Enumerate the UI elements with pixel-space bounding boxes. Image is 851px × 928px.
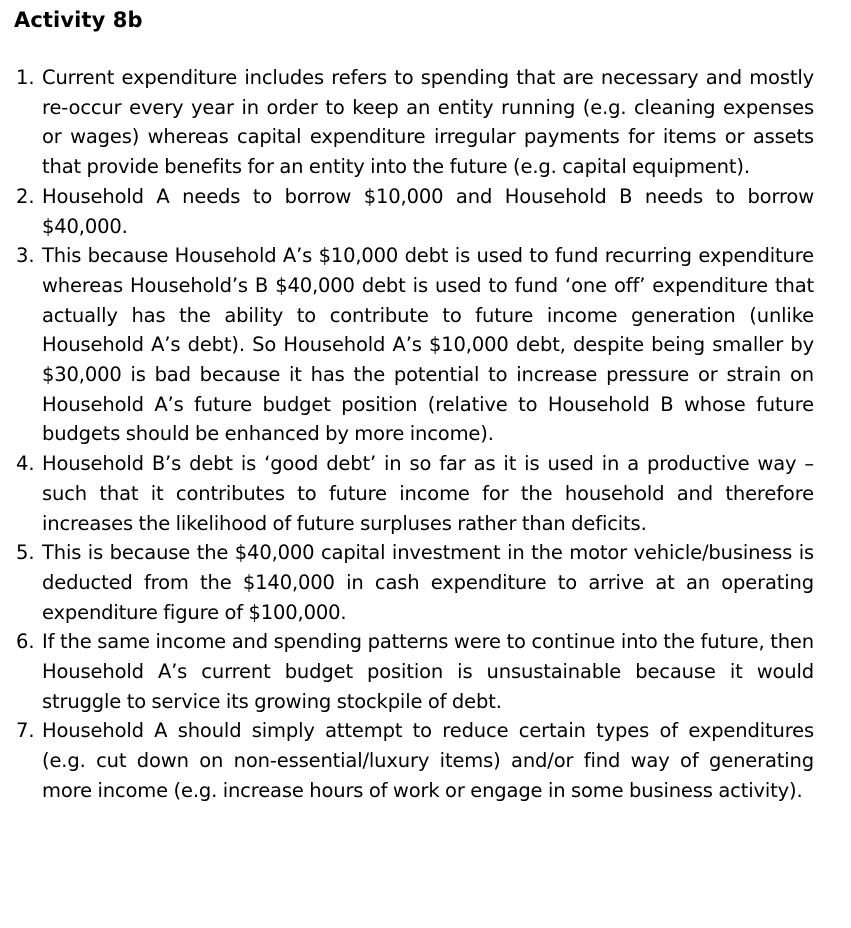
answer-item bbox=[16, 182, 814, 241]
answer-item bbox=[16, 538, 814, 627]
answer-item bbox=[16, 241, 814, 449]
answer-text: Household A needs to borrow $10,000 and Household B needs to borrow $40,000. bbox=[42, 184, 814, 238]
answer-number: 1. bbox=[16, 66, 35, 89]
answer-number: 7. bbox=[16, 719, 35, 743]
answer-item bbox=[16, 627, 814, 716]
answer-item bbox=[16, 716, 814, 805]
answer-text: If the same income and spending patterns were to continue into the future, then Household A’s current budget position is unsustainable because it would struggle to service its growing stockpile of debt. bbox=[42, 630, 814, 713]
answer-text: This because Household A’s $10,000 debt is used to fund recurring expenditure whereas Household’s B $40,000 debt is used to fund ‘one off’ expenditure that actually has the ability to contribute to future income generation (unlike Household A’s debt). So Household A’s $10,000 debt, despite being smaller by $30,000 is bad because it has the potential to increase pressure or strain on Household A’s future budget position (relative to Household B whose future budgets should be enhanced by more income). bbox=[42, 244, 814, 446]
answer-number: 4. bbox=[16, 452, 35, 476]
answer-number: 5. bbox=[16, 541, 35, 565]
answer-number: 2. bbox=[16, 184, 35, 208]
answer-text: This is because the $40,000 capital investment in the motor vehicle/business is deducted from the $140,000 in cash expenditure to arrive at an operating expenditure figure of $100,000. bbox=[42, 541, 814, 624]
answer-text: Household A should simply attempt to reduce certain types of expenditures (e.g. cut down on non-essential/luxury items) and/or find way of generating more income (e.g. increase hours of work or engage in some business activity). bbox=[42, 719, 814, 802]
answer-number: 6. bbox=[16, 630, 35, 654]
activity-title: Activity 8b bbox=[14, 8, 143, 32]
answer-item bbox=[16, 63, 814, 182]
answer-item bbox=[16, 449, 814, 538]
answer-number: 3. bbox=[16, 244, 35, 268]
answer-text: Household B’s debt is ‘good debt’ in so far as it is used in a productive way – such that it contributes to future income for the household and therefore increases the likelihood of future surpluses rather than deficits. bbox=[42, 452, 814, 535]
answer-list bbox=[16, 63, 814, 806]
answer-text: Current expenditure includes refers to spending that are necessary and mostly re-occur every year in order to keep an entity running (e.g. cleaning expenses or wages) whereas capital expenditure irregular payments for items or assets that provide benefits for an entity into the future (e.g. capital equipment). bbox=[42, 66, 814, 179]
